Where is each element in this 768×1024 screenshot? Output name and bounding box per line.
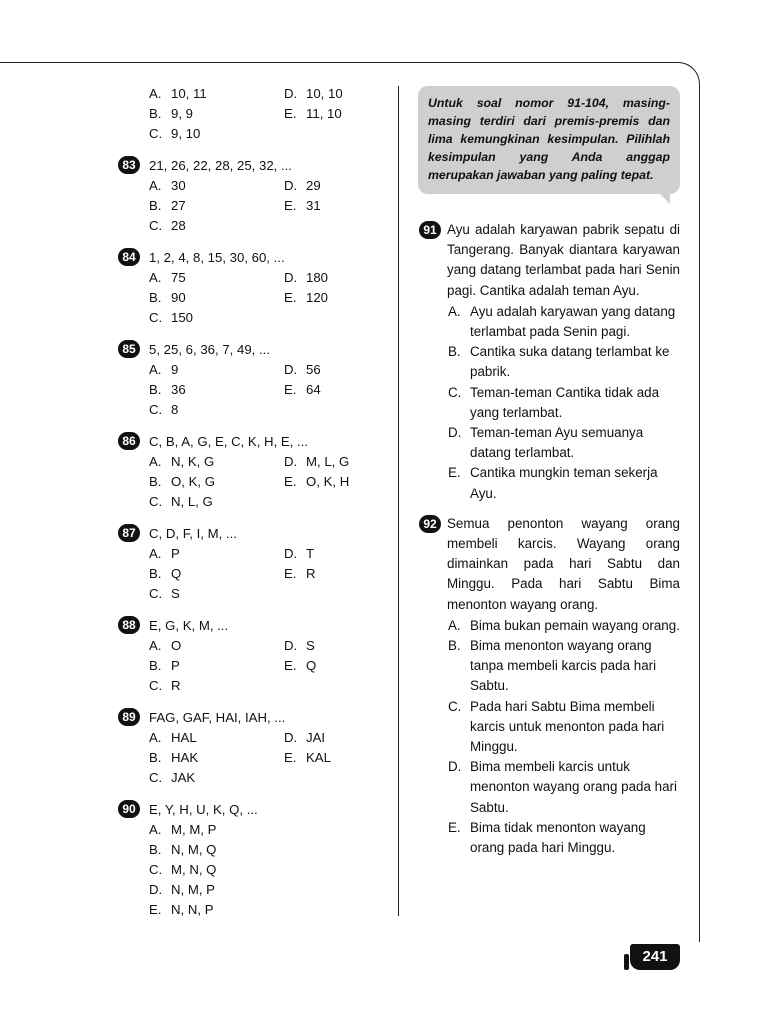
option: C. 9, 10	[149, 126, 201, 141]
option: C. JAK	[149, 770, 196, 785]
question-86	[118, 432, 388, 512]
question-92	[418, 514, 680, 858]
option: C. N, L, G	[149, 494, 213, 509]
option: D. 29	[284, 178, 321, 193]
option: C. Teman-teman Cantika tidak ada yang terlambat.	[448, 384, 660, 420]
carryover-options	[118, 84, 388, 144]
option: B. N, M, Q	[149, 842, 217, 857]
question-stem: 87 C, D, F, I, M, ...	[118, 524, 388, 544]
option: E. 11, 10	[284, 106, 342, 121]
option: B. 36	[149, 382, 186, 397]
option: B. Bima menonton wayang orang tanpa membeli karcis pada hari Sabtu.	[448, 638, 657, 694]
page-number-badge: 241	[630, 944, 680, 970]
option: D. 10, 10	[284, 86, 343, 101]
question-number-badge: 89	[118, 708, 140, 726]
option: B. 90	[149, 290, 186, 305]
question-number-badge: 86	[118, 432, 140, 450]
option: C. R	[149, 678, 181, 693]
option: A. N, K, G	[149, 454, 215, 469]
question-stem: 83 21, 26, 22, 28, 25, 32, ...	[118, 156, 388, 176]
question-stem: 84 1, 2, 4, 8, 15, 30, 60, ...	[118, 248, 388, 268]
question-number-badge: 88	[118, 616, 140, 634]
question-number-badge: 84	[118, 248, 140, 266]
option: D. N, M, P	[149, 882, 215, 897]
option: E. Q	[284, 658, 317, 673]
option: D. JAI	[284, 730, 326, 745]
question-stem: 86 C, B, A, G, E, C, K, H, E, ...	[118, 432, 388, 452]
question-89	[118, 708, 388, 788]
option: D. M, L, G	[284, 454, 350, 469]
option: E. 31	[284, 198, 321, 213]
left-column	[118, 84, 388, 928]
option: A. 75	[149, 270, 186, 285]
option: D. Teman-teman Ayu semuanya datang terlambat.	[448, 425, 644, 461]
right-column	[418, 86, 680, 858]
option: B. 9, 9	[149, 106, 193, 121]
question-91	[418, 220, 680, 504]
option: A. 9	[149, 362, 179, 377]
question-84	[118, 248, 388, 328]
option: E. O, K, H	[284, 474, 350, 489]
option: D. Bima membeli karcis untuk menonton wayang orang pada hari Sabtu.	[448, 759, 677, 815]
column-divider	[398, 86, 399, 916]
option: D. T	[284, 546, 315, 561]
option: B. 27	[149, 198, 186, 213]
question-stem: 89 FAG, GAF, HAI, IAH, ...	[118, 708, 388, 728]
option: A. Ayu adalah karyawan yang datang terlambat pada Senin pagi.	[448, 303, 676, 340]
option: C. M, N, Q	[149, 862, 217, 877]
question-stem: 88 E, G, K, M, ...	[118, 616, 388, 636]
option: A. O	[149, 638, 182, 653]
question-83	[118, 156, 388, 236]
question-87	[118, 524, 388, 604]
option: D. S	[284, 638, 315, 653]
option: D. 56	[284, 362, 321, 377]
option: A. Bima bukan pemain wayang orang.	[448, 617, 680, 633]
option: C. 28	[149, 218, 186, 233]
question-number-badge: 83	[118, 156, 140, 174]
instruction-callout: Untuk soal nomor 91-104, masing-masing terdiri dari premis-premis dan lima kemungkinan kesimpulan. Pilihlah kesimpulan yang Anda anggap merupakan jawaban yang paling tepat.	[418, 86, 680, 194]
question-85	[118, 340, 388, 420]
option: E. KAL	[284, 750, 331, 765]
option: C. S	[149, 586, 180, 601]
option: B. P	[149, 658, 180, 673]
question-number-badge: 91	[419, 221, 441, 239]
option: E. N, N, P	[149, 902, 214, 917]
option: B. HAK	[149, 750, 199, 765]
option: B. Q	[149, 566, 182, 581]
option: A. HAL	[149, 730, 197, 745]
option: E. R	[284, 566, 316, 581]
option: E. Bima tidak menonton wayang orang pada hari Minggu.	[448, 819, 646, 856]
option: A. M, M, P	[149, 822, 217, 837]
option: E. Cantika mungkin teman sekerja Ayu.	[448, 465, 658, 501]
question-number-badge: 90	[118, 800, 140, 818]
question-stem: 85 5, 25, 6, 36, 7, 49, ...	[118, 340, 388, 360]
option: C. Pada hari Sabtu Bima membeli karcis untuk menonton pada hari Minggu.	[448, 698, 665, 755]
option: B. O, K, G	[149, 474, 215, 489]
question-number-badge: 92	[419, 515, 441, 533]
option: C. 150	[149, 310, 194, 325]
option: E. 120	[284, 290, 329, 305]
option: E. 64	[284, 382, 321, 397]
option: A. 10, 11	[149, 86, 207, 101]
option: C. 8	[149, 402, 179, 417]
question-number-badge: 87	[118, 524, 140, 542]
option: A. P	[149, 546, 180, 561]
option: A. 30	[149, 178, 186, 193]
question-stem: Ayu adalah karyawan pabrik sepatu di Tangerang. Banyak diantara karyawan yang datang terlambat pada hari Senin pagi. Cantika adalah teman Ayu.	[447, 222, 680, 298]
question-stem: 90 E, Y, H, U, K, Q, ...	[118, 800, 388, 820]
question-90	[118, 800, 388, 920]
option: B. Cantika suka datang terlambat ke pabrik.	[448, 344, 670, 380]
question-stem: Semua penonton wayang orang membeli karcis. Wayang orang dimainkan pada hari Sabtu dan Minggu. Pada hari Sabtu Bima menonton wayang orang.	[447, 515, 680, 612]
question-number-badge: 85	[118, 340, 140, 358]
option: D. 180	[284, 270, 329, 285]
question-88	[118, 616, 388, 696]
